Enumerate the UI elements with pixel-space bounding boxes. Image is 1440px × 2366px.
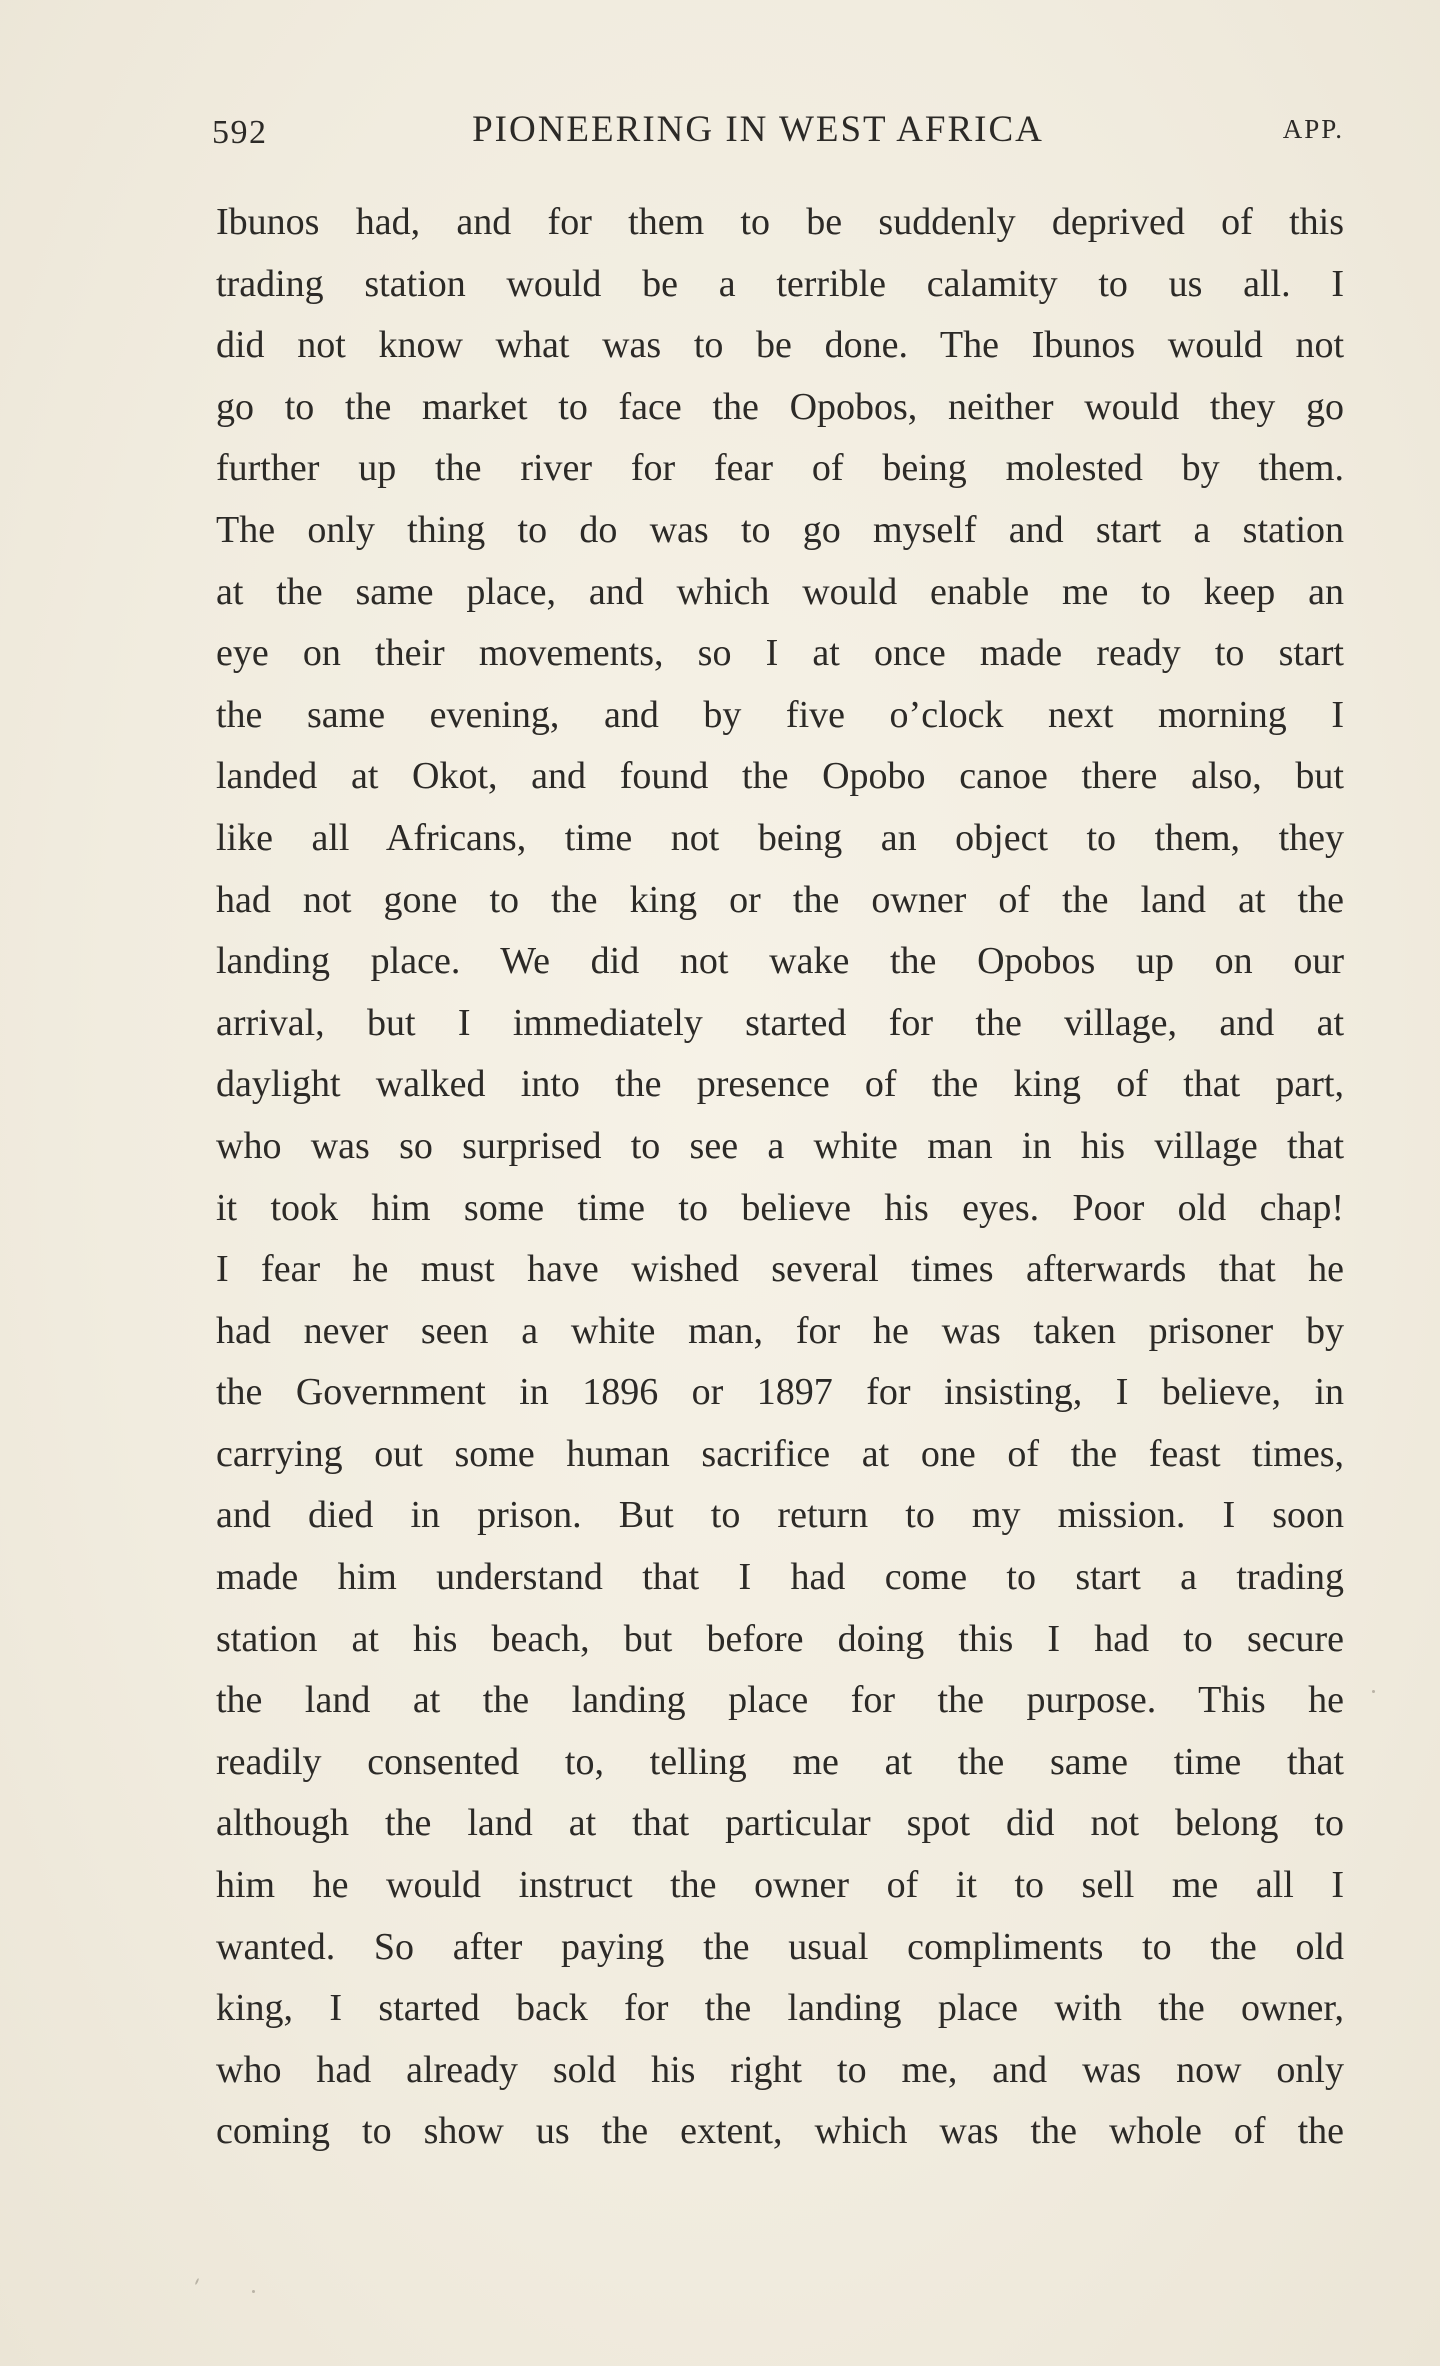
text-line: the Government in 1896 or 1897 for insisting, I believe, in <box>216 1371 1344 1414</box>
text-line: readily consented to, telling me at the same time that <box>216 1740 1344 1783</box>
running-header <box>212 108 1344 168</box>
text-line: who was so surprised to see a white man in his village that <box>216 1124 1344 1167</box>
page-number: 592 <box>212 114 268 151</box>
text-line: although the land at that particular spot did not belong to <box>216 1802 1344 1845</box>
text-line: it took him some time to believe his eyes. Poor old chap! <box>216 1186 1344 1229</box>
text-line: and died in prison. But to return to my mission. I soon <box>216 1494 1344 1537</box>
text-line: had not gone to the king or the owner of the land at the <box>216 878 1344 921</box>
text-line: made him understand that I had come to start a trading <box>216 1556 1344 1599</box>
chapter-reference: APP. <box>1282 114 1344 144</box>
text-line: trading station would be a terrible calamity to us all. I <box>216 262 1344 305</box>
text-line: had never seen a white man, for he was taken prisoner by <box>216 1309 1344 1352</box>
text-line: who had already sold his right to me, and was now only <box>216 2048 1344 2091</box>
text-line: coming to show us the extent, which was the whole of the <box>216 2110 1344 2153</box>
paper-speck <box>252 2290 255 2293</box>
text-line: wanted. So after paying the usual compliments to the old <box>216 1925 1344 1968</box>
text-line: station at his beach, but before doing this I had to secure <box>216 1617 1344 1660</box>
book-title: PIONEERING IN WEST AFRICA <box>472 109 1044 150</box>
text-line: him he would instruct the owner of it to sell me all I <box>216 1864 1344 1907</box>
text-line: the land at the landing place for the purpose. This he <box>216 1679 1344 1722</box>
text-line: landing place. We did not wake the Opobos up on our <box>216 940 1344 983</box>
text-line: carrying out some human sacrifice at one of the feast times, <box>216 1432 1344 1475</box>
body-text <box>216 192 1344 2163</box>
text-line: at the same place, and which would enable me to keep an <box>216 570 1344 613</box>
text-line: the same evening, and by five o’clock next morning I <box>216 693 1344 736</box>
text-line: Ibunos had, and for them to be suddenly deprived of this <box>216 201 1344 243</box>
text-line: daylight walked into the presence of the king of that part, <box>216 1063 1344 1106</box>
text-line: go to the market to face the Opobos, neither would they go <box>216 385 1344 428</box>
text-line: further up the river for fear of being molested by them. <box>216 447 1344 490</box>
text-line: like all Africans, time not being an object to them, they <box>216 816 1344 859</box>
paper-speck <box>195 2278 200 2285</box>
text-line: landed at Okot, and found the Opobo canoe there also, but <box>216 755 1344 798</box>
text-line: I fear he must have wished several times afterwards that he <box>216 1248 1344 1291</box>
text-line: did not know what was to be done. The Ibunos would not <box>216 324 1344 367</box>
text-line: king, I started back for the landing place with the owner, <box>216 1987 1344 2030</box>
text-line: The only thing to do was to go myself and start a station <box>216 508 1344 551</box>
paper-speck <box>1372 1690 1375 1693</box>
text-line: eye on their movements, so I at once made ready to start <box>216 632 1344 675</box>
text-line: arrival, but I immediately started for the village, and at <box>216 1001 1344 1044</box>
